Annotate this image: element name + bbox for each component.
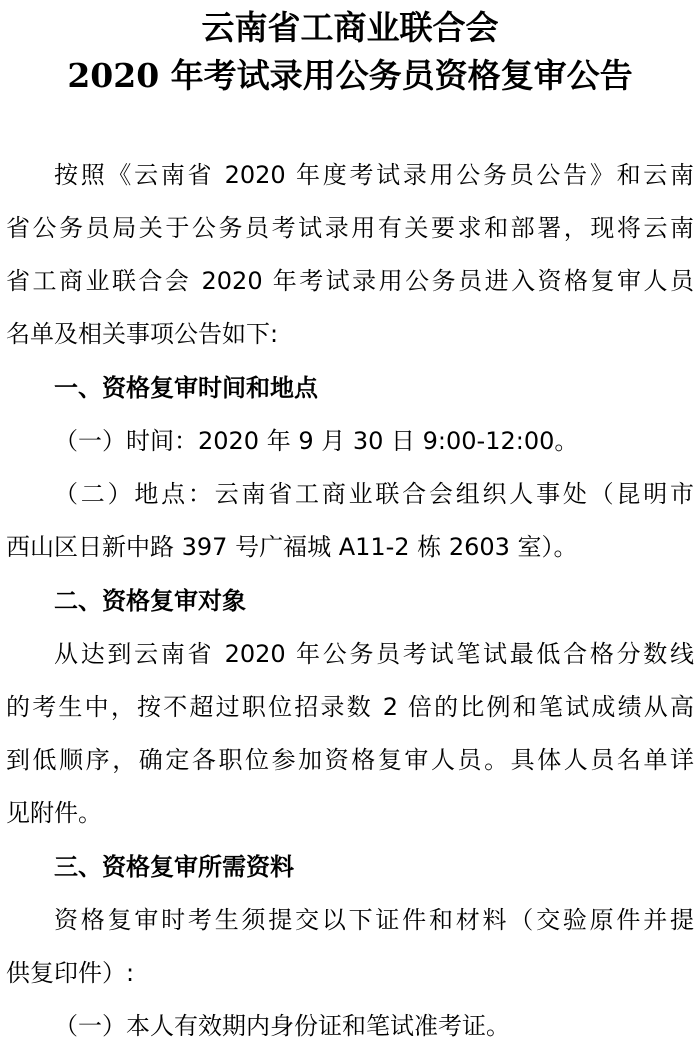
intro-line-2: 省公务员局关于公务员考试录用有关要求和部署，现将云南 — [6, 214, 694, 242]
section1-heading: 一、资格复审时间和地点 — [54, 374, 318, 402]
section3-item-1: （一）本人有效期内身份证和笔试准考证。 — [54, 1012, 510, 1040]
section3-line-1: 资格复审时考生须提交以下证件和材料（交验原件并提 — [54, 906, 694, 934]
section3-line-2: 供复印件）: — [6, 959, 135, 987]
document-title-line2: 2020 年考试录用公务员资格复审公告 — [67, 56, 633, 95]
section2-line-4: 见附件。 — [6, 799, 102, 827]
intro-line-3: 省工商业联合会 2020 年考试录用公务员进入资格复审人员 — [6, 267, 694, 295]
section2-line-2: 的考生中，按不超过职位招录数 2 倍的比例和笔试成绩从高 — [6, 693, 694, 721]
intro-line-1: 按照《云南省 2020 年度考试录用公务员公告》和云南 — [54, 161, 694, 189]
section2-heading: 二、资格复审对象 — [54, 587, 246, 615]
section1-place-line-2: 西山区日新中路 397 号广福城 A11-2 栋 2603 室）。 — [6, 533, 578, 561]
section1-place-line-1: （二）地点：云南省工商业联合会组织人事处（昆明市 — [54, 480, 694, 508]
section2-line-3: 到低顺序，确定各职位参加资格复审人员。具体人员名单详 — [6, 746, 694, 774]
intro-line-4: 名单及相关事项公告如下: — [6, 320, 279, 348]
section2-line-1: 从达到云南省 2020 年公务员考试笔试最低合格分数线 — [54, 640, 694, 668]
section3-heading: 三、资格复审所需资料 — [54, 853, 294, 881]
document-title-line1: 云南省工商业联合会 — [201, 8, 499, 47]
section1-time: （一）时间：2020 年 9 月 30 日 9:00-12:00。 — [54, 427, 579, 455]
